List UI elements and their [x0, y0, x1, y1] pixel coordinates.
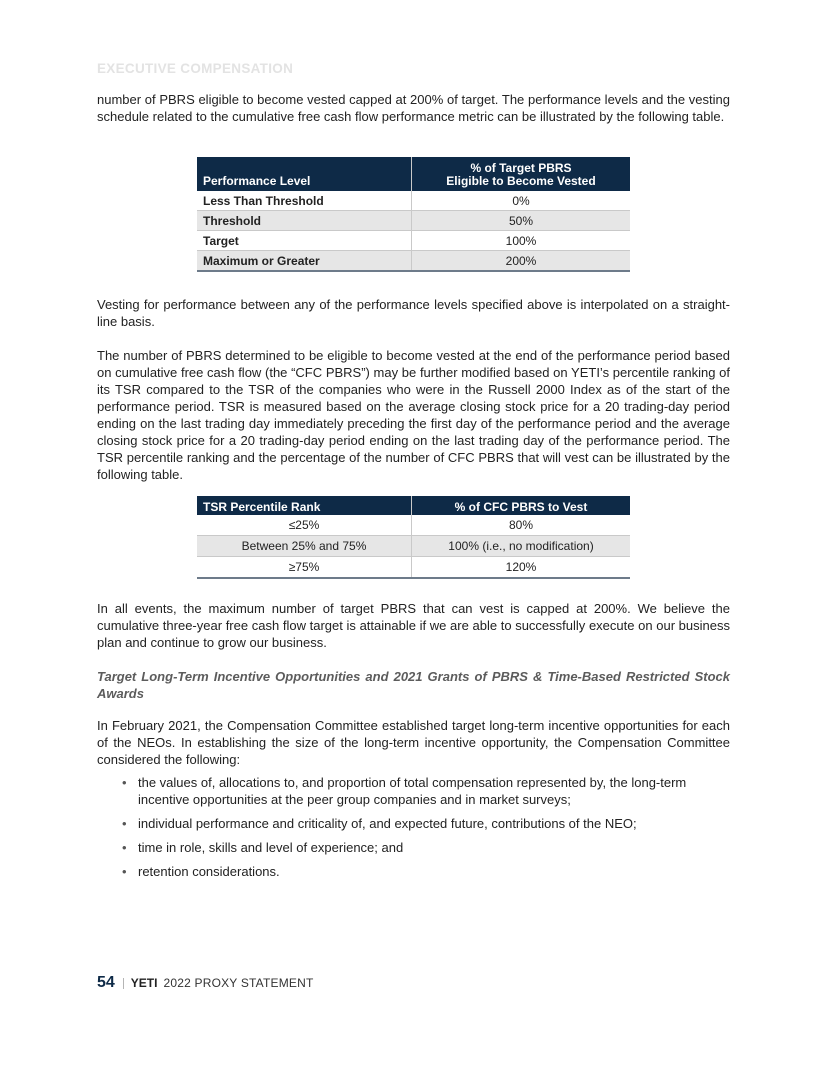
cfc-vest-cell: 120%: [412, 557, 631, 579]
table-row: [197, 191, 630, 211]
performance-level-cell: Maximum or Greater: [197, 251, 412, 272]
section-header: EXECUTIVE COMPENSATION: [97, 61, 294, 76]
list-item: [122, 839, 730, 856]
subsection-heading: Target Long-Term Incentive Opportunities and 2021 Grants of PBRS & Time-Based Restricted Stock Awards: [97, 669, 730, 701]
page-footer: [97, 974, 314, 992]
performance-level-cell: Less Than Threshold: [197, 191, 412, 211]
vesting-percent-cell: 50%: [412, 211, 631, 231]
bullet-icon: •: [122, 816, 127, 831]
bullet-icon: •: [122, 864, 127, 879]
footer-brand: YETI: [130, 976, 158, 990]
paragraph-intro: number of PBRS eligible to become vested capped at 200% of target. The performance levels and the vesting schedule related to the cumulative free cash flow performance metric can be illustrated by the following table.: [97, 92, 730, 124]
bullet-icon: •: [122, 840, 127, 855]
paragraph-lti-opportunities: In February 2021, the Compensation Committee established target long-term incentive opportunities for each of the NEOs. In establishing the size of the long-term incentive opportunity, the Compensation Committee considered the following:: [97, 718, 730, 767]
bullet-icon: •: [122, 775, 127, 790]
performance-level-cell: Threshold: [197, 211, 412, 231]
considerations-list: [122, 774, 730, 887]
page-number: 54: [97, 974, 115, 991]
paragraph-interpolation: Vesting for performance between any of the performance levels specified above is interpolated on a straight-line basis.: [97, 297, 730, 329]
list-item-text: the values of, allocations to, and proportion of total compensation represented by, the long-term incentive opportunities at the peer group companies and in market surveys;: [138, 775, 687, 807]
footer-divider: [123, 978, 124, 989]
list-item: [122, 774, 730, 808]
header-performance-level: Performance Level: [197, 157, 412, 191]
header-target-pbrs-line2: Eligible to Become Vested: [446, 174, 596, 188]
vesting-percent-cell: 0%: [412, 191, 631, 211]
tsr-percentile-table: [197, 496, 630, 579]
tsr-rank-cell: ≥75%: [197, 557, 412, 579]
table-row: [197, 515, 630, 536]
header-target-pbrs-line1: % of Target PBRS: [470, 161, 572, 175]
cfc-vest-cell: 100% (i.e., no modification): [412, 536, 631, 557]
header-cfc-pbrs-to-vest: % of CFC PBRS to Vest: [412, 496, 631, 515]
table-row: [197, 251, 630, 272]
table-row: [197, 557, 630, 579]
footer-document-title: 2022 PROXY STATEMENT: [163, 976, 314, 990]
tsr-rank-cell: ≤25%: [197, 515, 412, 536]
table-row: [197, 231, 630, 251]
vesting-percent-cell: 100%: [412, 231, 631, 251]
table-header-row: [197, 496, 630, 515]
header-target-pbrs: [412, 157, 631, 191]
list-item-text: time in role, skills and level of experience; and: [138, 840, 404, 855]
list-item: [122, 815, 730, 832]
tsr-rank-cell: Between 25% and 75%: [197, 536, 412, 557]
header-tsr-percentile-rank: TSR Percentile Rank: [197, 496, 412, 515]
performance-level-cell: Target: [197, 231, 412, 251]
performance-level-table: [197, 157, 630, 272]
cfc-vest-cell: 80%: [412, 515, 631, 536]
paragraph-tsr-modifier: The number of PBRS determined to be eligible to become vested at the end of the performance period based on cumulative free cash flow (the “CFC PBRS”) may be further modified based on YETI’s percentile ranking of its TSR compared to the TSR of the companies who were in the Russell 2000 Index as of the start of the performance period. TSR is measured based on the average closing stock price for a 20 trading-day period ending on the last trading day immediately preceding the first day of the performance period and the average closing stock price for a 20 trading-day period ending on the last trading day of the performance period. The TSR percentile ranking and the percentage of the number of CFC PBRS that will vest can be illustrated by the following table.: [97, 348, 730, 482]
table-row: [197, 536, 630, 557]
list-item: [122, 863, 730, 880]
paragraph-max-cap: In all events, the maximum number of target PBRS that can vest is capped at 200%. We believe the cumulative three-year free cash flow target is attainable if we are able to successfully execute on our business plan and continue to grow our business.: [97, 601, 730, 650]
table-row: [197, 211, 630, 231]
list-item-text: retention considerations.: [138, 864, 280, 879]
list-item-text: individual performance and criticality of, and expected future, contributions of the NEO;: [138, 816, 637, 831]
table-header-row: [197, 157, 630, 191]
vesting-percent-cell: 200%: [412, 251, 631, 272]
